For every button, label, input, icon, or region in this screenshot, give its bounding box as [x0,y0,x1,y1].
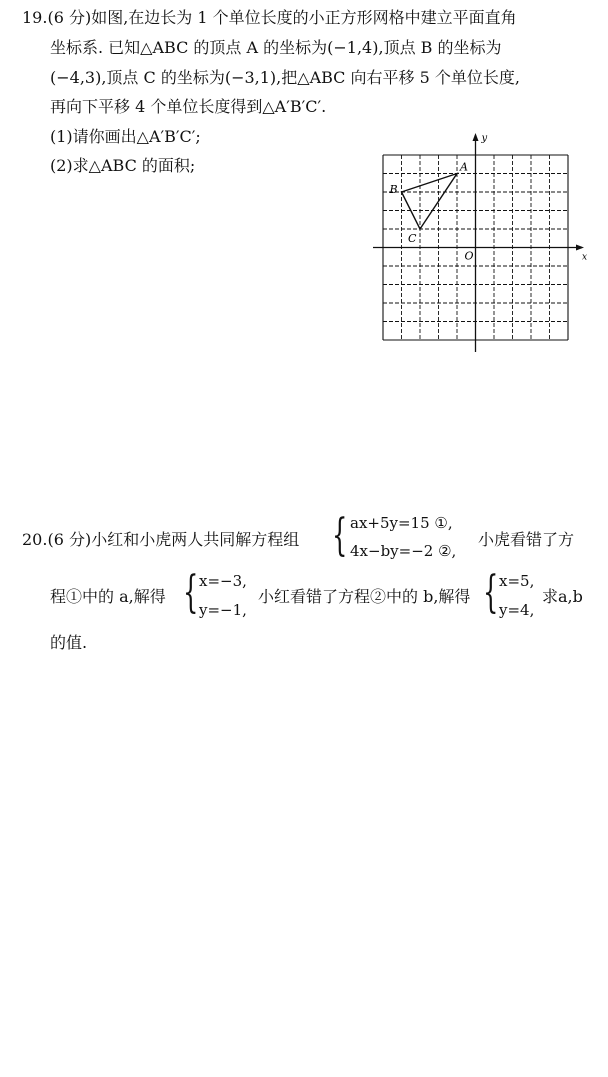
q19-line-4: 再向下平移 4 个单位长度得到△A′B′C′. [50,97,327,116]
q20-line-3: 的值. [50,633,88,652]
triangle-outline [402,174,458,230]
axes [373,133,584,352]
q20-prefix: 20.(6 分)小红和小虎两人共同解方程组 [22,530,300,549]
vertex-label-a: A [460,160,468,174]
q20-line2-mid: 小红看错了方程②中的 b,解得 [258,587,471,606]
coordinate-grid-figure [370,130,600,356]
solution-1-brace: { [183,567,199,618]
origin-label: O [464,249,474,263]
q20-solution-1-y: y=−1, [199,601,247,619]
q20-line2-suffix: 求a,b [542,587,583,606]
y-axis-arrow [473,133,479,141]
q19-line-2: 坐标系. 已知△ABC 的顶点 A 的坐标为(−1,4),顶点 B 的坐标为 [50,38,502,57]
q20-equation-2: 4x−by=−2 ②, [350,542,457,560]
q20-solution-2-y: y=4, [499,601,535,619]
q20-equation-1: ax+5y=15 ①, [350,514,453,532]
vertex-label-c: C [408,232,417,245]
q19-line-1: 19.(6 分)如图,在边长为 1 个单位长度的小正方形网格中建立平面直角 [22,8,517,27]
q20-line2-prefix: 程①中的 a,解得 [50,587,166,606]
q19-part-1: (1)请你画出△A′B′C′; [50,127,201,146]
x-axis-arrow [576,245,584,251]
x-axis-label: x [582,252,588,263]
q20-solution-2-x: x=5, [499,572,535,590]
y-axis-label: y [481,133,488,144]
triangle-abc [402,174,458,230]
solution-2-brace: { [483,567,499,618]
vertex-label-b: B [389,183,398,196]
q20-solution-1-x: x=−3, [199,572,247,590]
q19-part-2: (2)求△ABC 的面积; [50,156,196,175]
system-brace: { [332,510,348,561]
coordinate-grid-svg [370,130,600,356]
q19-line-3: (−4,3),顶点 C 的坐标为(−3,1),把△ABC 向右平移 5 个单位长度, [50,68,520,87]
q20-after-system: 小虎看错了方 [478,530,575,549]
